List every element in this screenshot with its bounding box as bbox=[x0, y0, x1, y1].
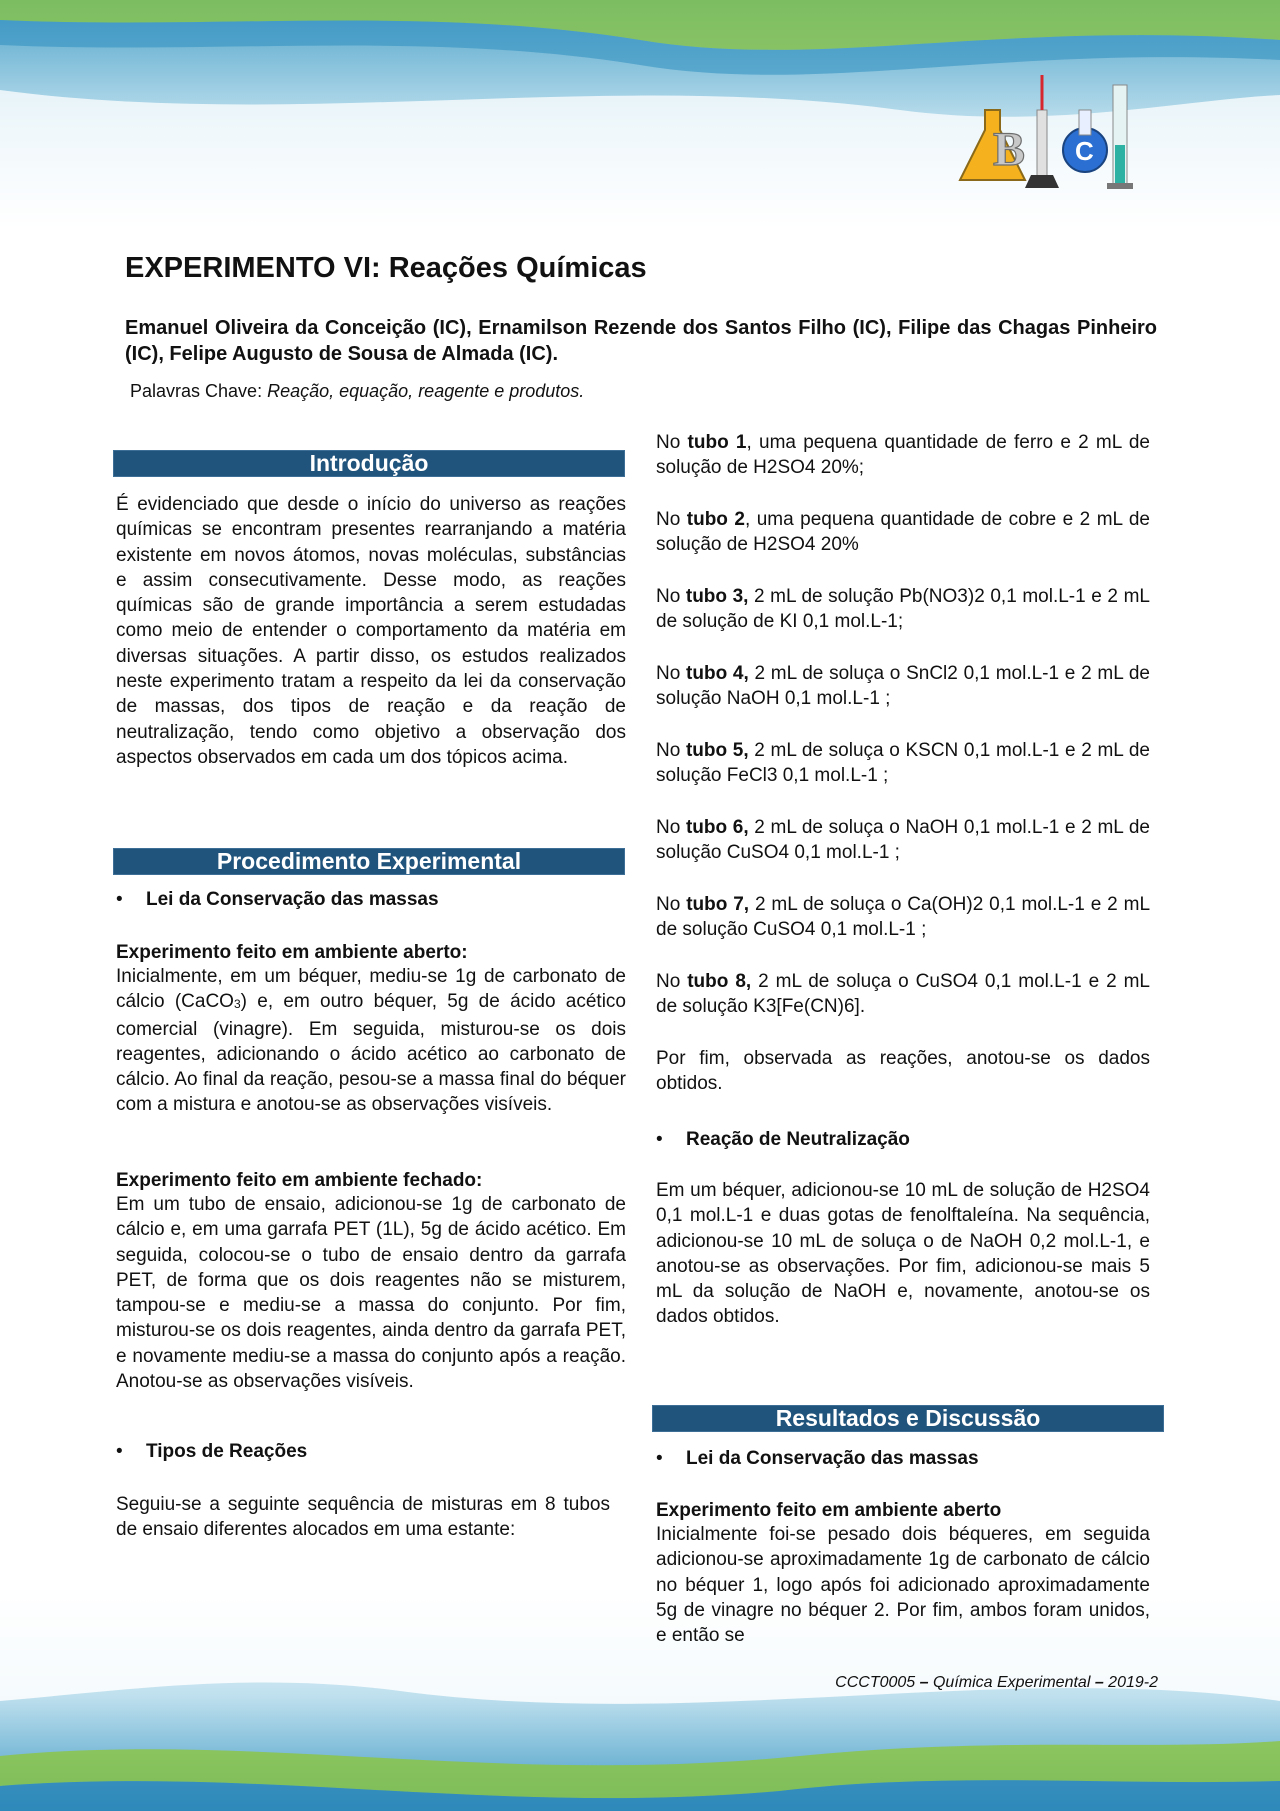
after-tubes-paragraph: Por fim, observada as reações, anotou-se os dados obtidos. bbox=[656, 1048, 1150, 1095]
results-subheading-aberto: Experimento feito em ambiente aberto bbox=[656, 1500, 1002, 1521]
tube-5: No tubo 5, 2 mL de soluça o KSCN 0,1 mol.L-1 e 2 mL de solução FeCl3 0,1 mol.L-1 ; bbox=[656, 740, 1150, 787]
tube-3: No tubo 3, 2 mL de solução Pb(NO3)2 0,1 mol.L-1 e 2 mL de solução de KI 0,1 mol.L-1; bbox=[656, 586, 1150, 633]
sequence-paragraph: Seguiu-se a seguinte sequência de misturas em 8 tubos de ensaio diferentes alocados em uma estante: bbox=[116, 1494, 610, 1541]
bullet-neutralizacao-label: Reação de Neutralização bbox=[686, 1129, 910, 1150]
authors: Emanuel Oliveira da Conceição (IC), Ernamilson Rezende dos Santos Filho (IC), Filipe das Chagas Pinheiro (IC), Felipe Augusto de Sousa de Almada (IC). bbox=[125, 317, 1157, 365]
bullet-tipos-reacoes-label: Tipos de Reações bbox=[146, 1441, 308, 1462]
bullet-neutralizacao: • Reação de Neutralização bbox=[656, 1129, 910, 1150]
bullet-lei-conservacao-label: Lei da Conservação das massas bbox=[146, 889, 439, 910]
keywords-label: Palavras Chave: bbox=[130, 381, 268, 401]
keywords bbox=[130, 381, 584, 402]
tube-1: No tubo 1, uma pequena quantidade de ferro e 2 mL de solução de H2SO4 20%; bbox=[656, 432, 1150, 479]
tube-7: No tubo 7, 2 mL de soluça o Ca(OH)2 0,1 mol.L-1 e 2 mL de solução CuSO4 0,1 mol.L-1 ; bbox=[656, 894, 1151, 941]
intro-paragraph: É evidenciado que desde o início do universo as reações químicas se encontram presentes rearranjando a matéria existente em novos átomos, novas moléculas, substâncias e assim consecutivamente. Desse modo, as reações químicas são de grande importância a serem estudadas como meio de entender o comportamento da matéria em diversas situações. A partir disso, os estudos realizados neste experimento tratam a respeito da lei da conservação de massas, dos tipos de reação e da reação de neutralização, tendo como objetivo a observação dos aspectos observados em cada um dos tópicos acima. bbox=[116, 494, 626, 768]
results-open-paragraph: Inicialmente foi-se pesado dois béqueres, em seguida adicionou-se aproximadamente 1g de carbonato de cálcio no béquer 1, logo após foi adicionado aproximadamente 5g de vinagre no béquer 2. Por fim, ambos foram unidos, e então se bbox=[656, 1524, 1150, 1647]
section-heading-introducao: Introdução bbox=[113, 450, 625, 477]
logo-letter-b: B bbox=[993, 123, 1026, 176]
tube-4: No tubo 4, 2 mL de soluça o SnCl2 0,1 mol.L-1 e 2 mL de solução NaOH 0,1 mol.L-1 ; bbox=[656, 663, 1150, 710]
keywords-values: Reação, equação, reagente e produtos. bbox=[267, 381, 585, 401]
open-text-part1: Inicialmente, em um béquer, mediu-se 1g de carbonato de cálcio (CaCO bbox=[116, 966, 626, 1013]
open-text-part2: ) e, em outro béquer, 5g de ácido acético comercial (vinagre). Em seguida, misturou-se os dois reagentes, adicionando o ácido acético ao carbonato de cálcio. Ao final da reação, pesou-se a massa final do béquer com a mistura e anotou-se as observações visíveis. bbox=[116, 991, 626, 1116]
section-heading-resultados: Resultados e Discussão bbox=[652, 1405, 1164, 1432]
bullet-tipos-reacoes: • Tipos de Reações bbox=[116, 1441, 308, 1462]
svg-text:C: C bbox=[1075, 136, 1094, 166]
subheading-ambiente-aberto: Experimento feito em ambiente aberto: bbox=[116, 942, 468, 963]
bullet-lei-conservacao: • Lei da Conservação das massas bbox=[116, 889, 439, 910]
neutralization-paragraph: Em um béquer, adicionou-se 10 mL de solução de H2SO4 0,1 mol.L-1 e duas gotas de fenolftaleína. Na sequência, adicionou-se 10 mL de soluça o de NaOH 0,2 mol.L-1, e anotou-se as observações. Por fim, adicionou-se mais 5 mL da solução de NaOH e, novamente, anotou-se os dados obtidos. bbox=[656, 1180, 1150, 1328]
document-title: EXPERIMENTO VI: Reações Químicas bbox=[125, 252, 647, 284]
section-heading-procedimento: Procedimento Experimental bbox=[113, 848, 625, 875]
page-footer: CCCT0005 – Química Experimental – 2019-2 bbox=[835, 1674, 1158, 1691]
tube-6: No tubo 6, 2 mL de soluça o NaOH 0,1 mol.L-1 e 2 mL de solução CuSO4 0,1 mol.L-1 ; bbox=[656, 817, 1150, 864]
bullet-results-lei-conservacao: • Lei da Conservação das massas bbox=[656, 1448, 979, 1469]
subheading-ambiente-fechado: Experimento feito em ambiente fechado: bbox=[116, 1170, 483, 1191]
closed-experiment-paragraph: Em um tubo de ensaio, adicionou-se 1g de carbonato de cálcio e, em uma garrafa PET (1L), 5g de ácido acético. Em seguida, colocou-se o tubo de ensaio dentro da garrafa PET, de forma que os dois reagentes não se misturem, tampou-se e mediu-se a massa do conjunto. Por fim, misturou-se os dois reagentes, ainda dentro da garrafa PET, e novamente mediu-se a massa do conjunto após a reação. Anotou-se as observações visíveis. bbox=[116, 1194, 626, 1393]
tube-2: No tubo 2, uma pequena quantidade de cobre e 2 mL de solução de H2SO4 20% bbox=[656, 509, 1150, 556]
tube-8: No tubo 8, 2 mL de soluça o CuSO4 0,1 mol.L-1 e 2 mL de solução K3[Fe(CN)6]. bbox=[656, 971, 1150, 1018]
bullet-results-lei-conservacao-label: Lei da Conservação das massas bbox=[686, 1448, 979, 1469]
open-text-subscript: 3 bbox=[233, 997, 241, 1012]
open-experiment-paragraph bbox=[116, 964, 626, 1118]
